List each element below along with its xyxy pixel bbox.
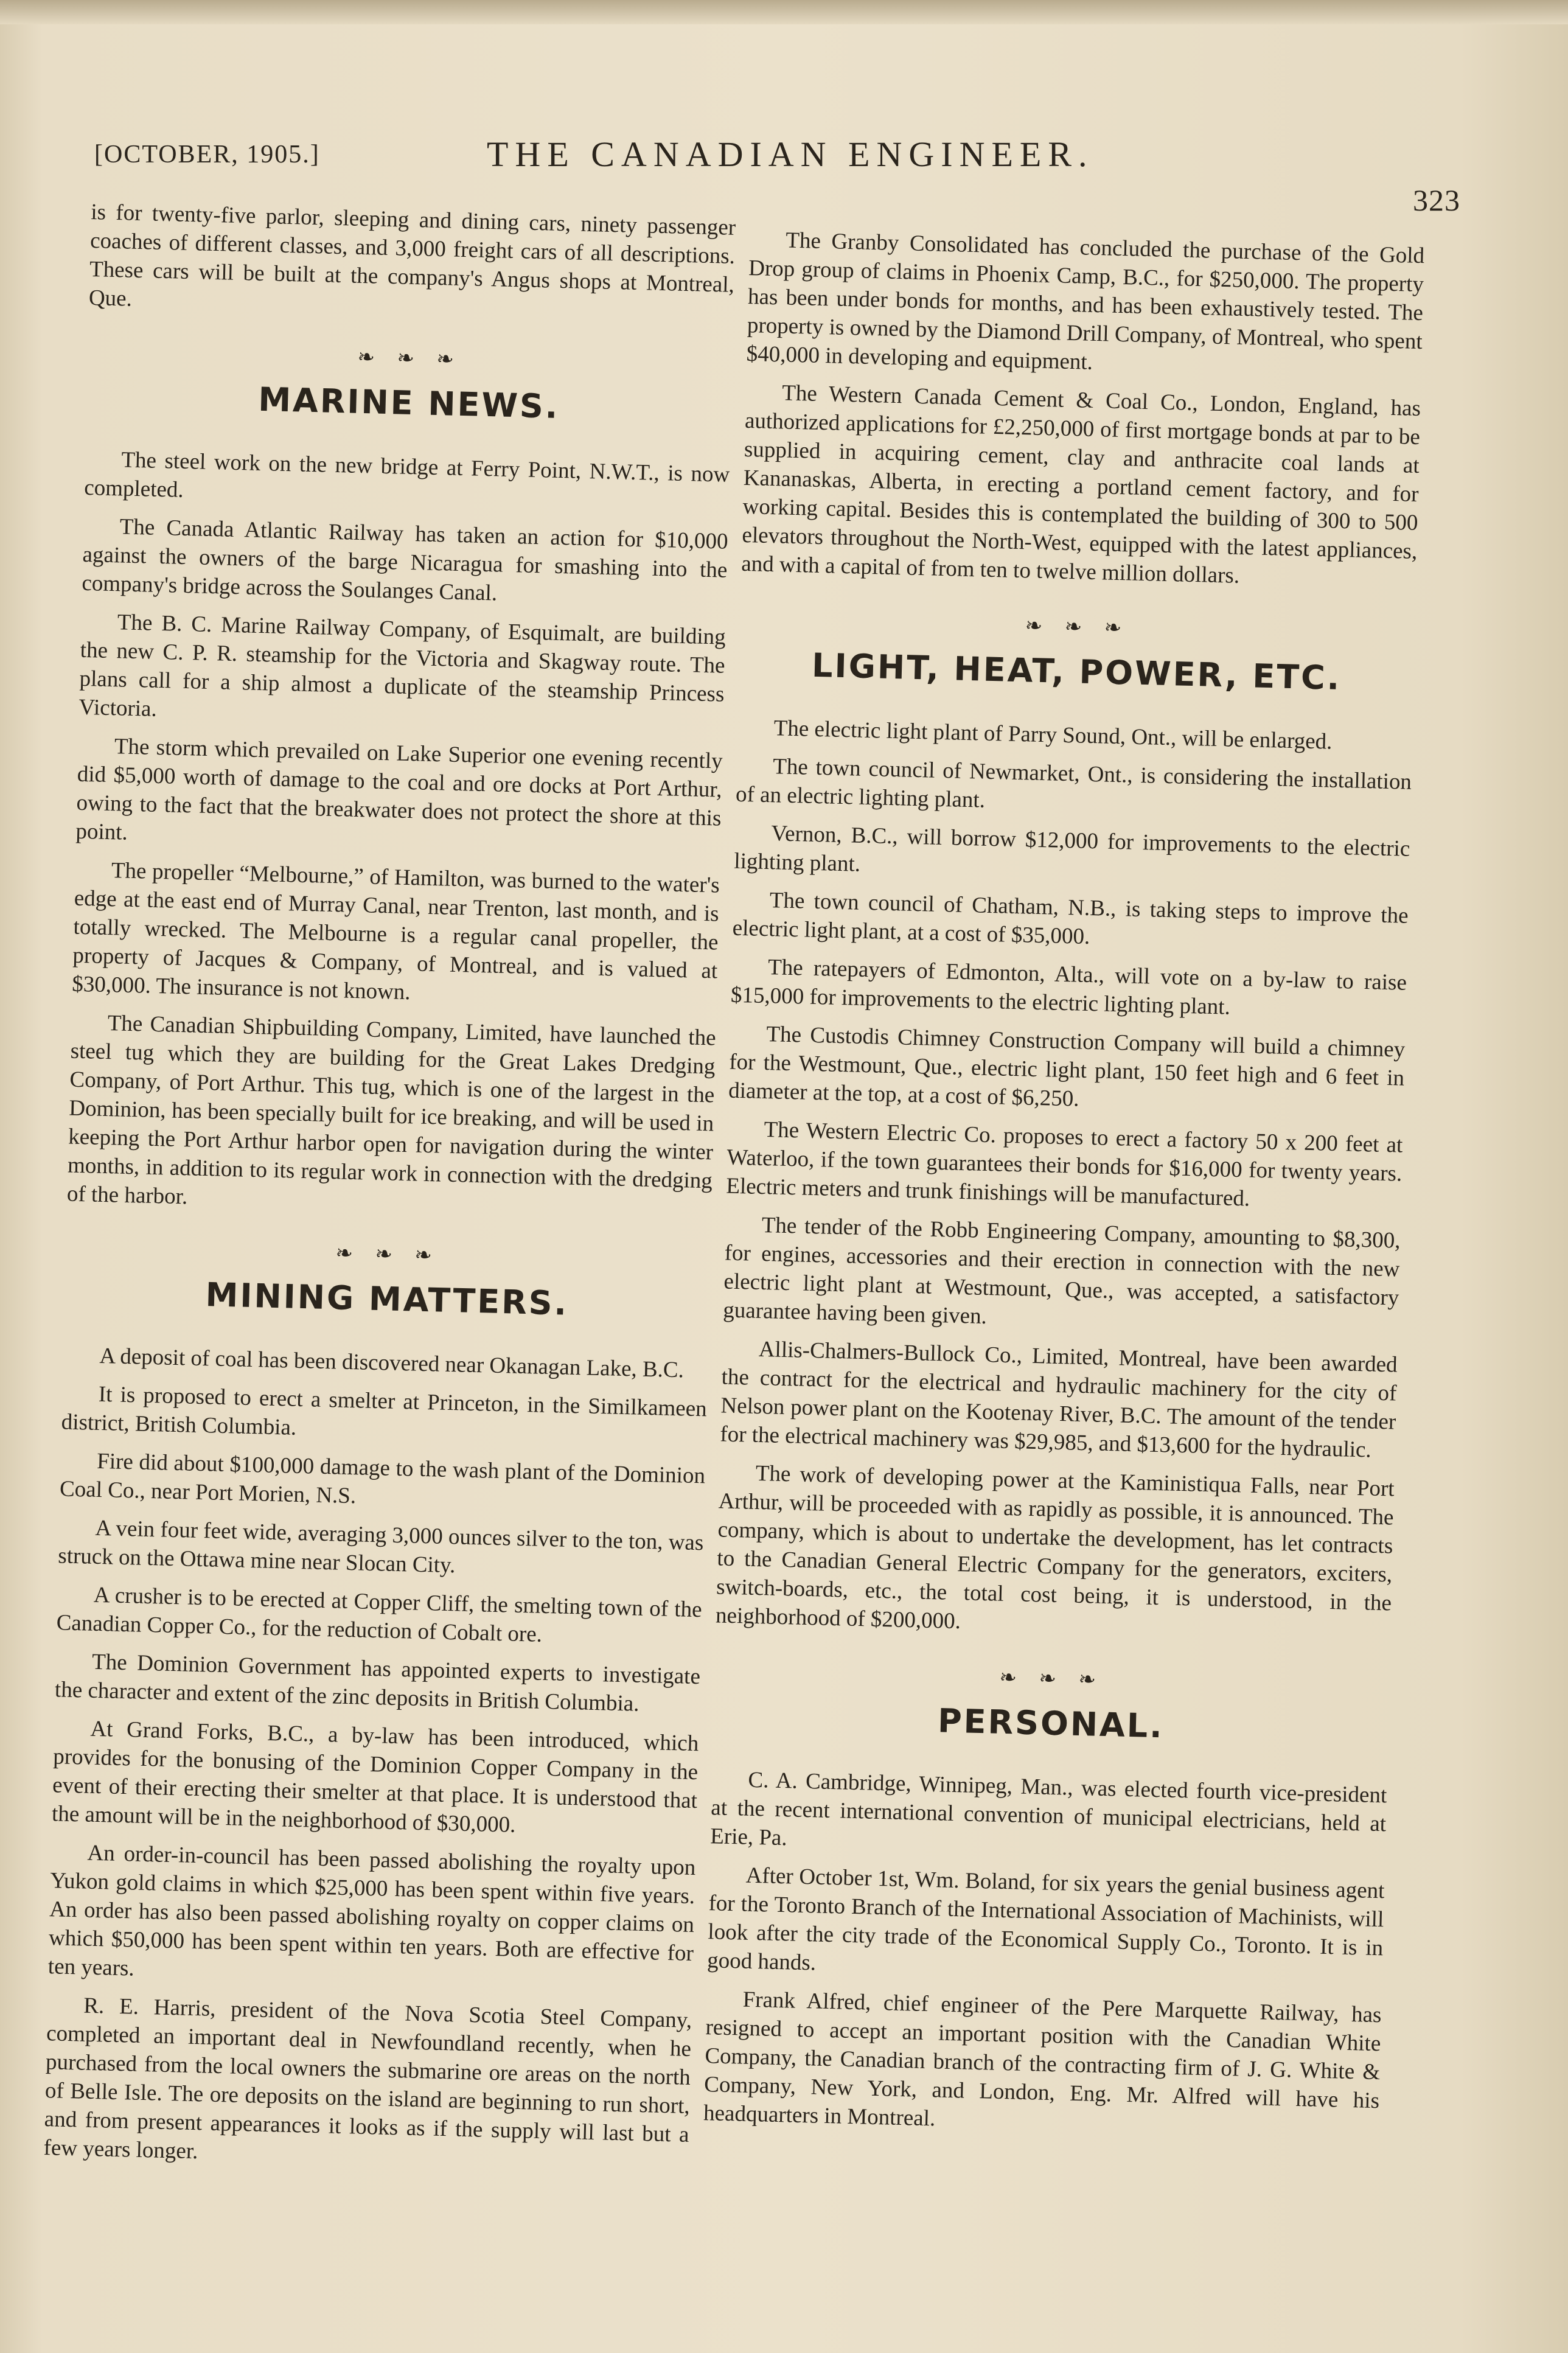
article-paragraph: The B. C. Marine Railway Company, of Esquimalt, are building the new C. P. R. steamship for the Victoria and Skagway route. The plans call for a ship almost a duplicate of the steamship Princess Victoria. [78,610,727,722]
article-paragraph: The town council of Newmarket, Ont., is considering the installation of an electric lighting plant. [735,754,1412,813]
section-divider: ❧ ❧ ❧ [357,346,463,371]
article-paragraph: Frank Alfred, chief engineer of the Pere Marquette Railway, has resigned to accept an important position with the Canadian White Company, the Canadian branch of the contracting firm of J. G. White & Company, New York, and London, Eng. Mr. Alfred will have his headquarters in Montreal. [703,1987,1382,2132]
article-paragraph: The Granby Consolidated has concluded the purchase of the Gold Drop group of claims in Phoenix Camp, B.C., for $250,000. The property has been under bonds for months, and has been exhaustively tested. The property is owned by the Diamond Drill Company, of Montreal, who spent $40,000 in developing and equipment. [746,228,1425,375]
issue-date: [OCTOBER, 1905.] [94,141,320,169]
article-paragraph: At Grand Forks, B.C., a by-law has been introduced, which provides for the bonusing of the Dominion Copper Company in the event of their erecting their smelter at that place. It is understood that the amount will be in the neighborhood of $30,000. [51,1716,699,1838]
article-paragraph: A crusher is to be erected at Copper Cliff, the smelting town of the Canadian Copper Co., for the reduction of Cobalt ore. [56,1582,703,1647]
page-top-edge [0,0,1568,24]
article-paragraph: The town council of Chatham, N.B., is taking steps to improve the electric light plant, at a cost of $35,000. [732,888,1409,950]
article-paragraph: Vernon, B.C., will borrow $12,000 for improvements to the electric lighting plant. [733,821,1410,877]
article-paragraph: Fire did about $100,000 damage to the wash plant of the Dominion Coal Co., near Port Morien, N.S. [59,1448,706,1509]
section-divider: ❧ ❧ ❧ [1025,615,1131,640]
article-paragraph: The steel work on the new bridge at Ferry Point, N.W.T., is now completed. [83,447,730,503]
article-paragraph: The electric light plant of Parry Sound, Ont., will be enlarged. [773,716,1333,755]
article-paragraph: It is proposed to erect a smelter at Princeton, in the Similkameen district, British Columbia. [61,1381,708,1440]
left-column [43,198,736,2187]
article-paragraph: The propeller “Melbourne,” of Hamilton, was burned to the water's edge at the east end of Murray Canal, near Trenton, last month, and is totally wrecked. The Melbourne is a regular canal propeller, the property of Jacques & Company, of Montreal, and is valued at $30,000. The insurance is not known. [71,858,720,1005]
article-paragraph: The work of developing power at the Kaministiqua Falls, near Port Arthur, will be proceeded with as rapidly as possible, it is announced. The company, which is about to undertake the development, has let contracts to the Canadian General Electric Company for the generators, exciters, switch-boards, etc., the total cost being, it is understood, in the neighborhood of $200,000. [715,1460,1395,1634]
article-paragraph: C. A. Cambridge, Winnipeg, Man., was elected fourth vice-president at the recent international convention of municipal electricians, held at Erie, Pa. [709,1767,1387,1851]
article-paragraph: The Dominion Government has appointed experts to investigate the character and extent of the zinc deposits in British Columbia. [54,1649,701,1717]
article-paragraph: The tender of the Robb Engineering Company, amounting to $8,300, for engines, accessories and their erection in connection with the new electric light plant at Westmount, Que., was accepted, a satisfactory guarantee having been given. [722,1212,1401,1330]
article-paragraph: The Canada Atlantic Railway has taken an action for $10,000 against the owners of the barge Nicaragua for smashing into the company's bridge across the Soulanges Canal. [82,514,729,606]
personal-heading: PERSONAL. [937,1701,1165,1746]
mining-matters-heading: MINING MATTERS. [204,1275,569,1323]
right-column [703,225,1424,2153]
page-number: 323 [1413,183,1460,217]
running-head [85,134,1485,217]
section-divider: ❧ ❧ ❧ [999,1666,1105,1692]
article-paragraph: The Western Canada Cement & Coal Co., London, England, has authorized applications for £2,250,000 of first mortgage bonds at par to be supplied in acquiring cement, clay and anthracite coal lands at Kananaskas, Alberta, in erecting a portland cement factory, and for working capital. Besides this is contemplated the building of 300 to 500 elevators throughout the North-West, equipped with the latest appliances, and with a capital of from ten to twelve million dollars. [740,380,1421,588]
article-paragraph: The Canadian Shipbuilding Company, Limited, have launched the steel tug which they are building for the Great Lakes Dredging Company, of Port Arthur. This tug, which is one of the largest in the Dominion, has been specially built for ice breaking, and will be used in keeping the Port Arthur harbor open for navigation during the winter months, in addition to its regular work in connection with the dredging of the harbor. [66,1011,717,1210]
light-heat-power-heading: LIGHT, HEAT, POWER, ETC. [811,646,1342,697]
article-paragraph: The Western Electric Co. proposes to erect a factory 50 x 200 feet at Waterloo, if the town guarantees their bonds for $16,000 for twenty years. Electric meters and trunk finishings will be manufactured. [725,1117,1403,1211]
article-paragraph: The ratepayers of Edmonton, Alta., will vote on a by-law to raise $15,000 for improvements to the electric lighting plant. [730,955,1407,1020]
article-paragraph: A vein four feet wide, averaging 3,000 ounces silver to the ton, was struck on the Ottawa mine near Slocan City. [57,1515,704,1578]
article-paragraph: The storm which prevailed on Lake Superior one evening recently did $5,000 worth of damage to the coal and ore docks at Port Arthur, owing to the fact that the breakwater does not protect the shore at this point. [75,734,723,845]
marine-news-heading: MARINE NEWS. [257,380,560,426]
article-paragraph: An order-in-council has been passed abolishing the royalty upon Yukon gold claims in which $25,000 has been spent within five years. An order has also been passed abolishing royalty on copper claims on which $50,000 has been spent within ten years. Both are effective for ten years. [47,1840,696,1981]
article-paragraph: Allis-Chalmers-Bullock Co., Limited, Montreal, have been awarded the contract for the electrical and hydraulic machinery for the city of Nelson power plant on the Kootenay River, B.C. The amount of the tender for the electrical machinery was $29,985, and $13,600 for the hydraulic. [719,1336,1398,1463]
article-paragraph: A deposit of coal has been discovered near Okanagan Lake, B.C. [99,1343,685,1383]
journal-title: THE CANADIAN ENGINEER. [487,134,1094,174]
article-paragraph: After October 1st, Wm. Boland, for six years the genial business agent for the Toronto Branch of the International Association of Machinists, will look after the city trade of the Economical Supply Co., Toronto. It is in good hands. [706,1863,1385,1976]
section-divider: ❧ ❧ ❧ [335,1242,441,1267]
intro-paragraph: is for twenty-five parlor, sleeping and dining cars, ninety passenger coaches of different classes, and 3,000 freight cars of all descriptions. These cars will be built at the company's Angus shops at Montreal, Que. [88,199,736,312]
article-paragraph: The Custodis Chimney Construction Company will build a chimney for the Westmount, Que., electric light plant, 150 feet high and 6 feet in diameter at the top, at a cost of $6,250. [728,1022,1406,1112]
article-paragraph: R. E. Harris, president of the Nova Scotia Steel Company, completed an important deal in Newfoundland recently, when he purchased from the local owners the submarine ore areas on the north of Belle Isle. The ore deposits on the island are beginning to run short, and from present appearances it looks as if the supply will last but a few years longer. [43,1993,692,2164]
